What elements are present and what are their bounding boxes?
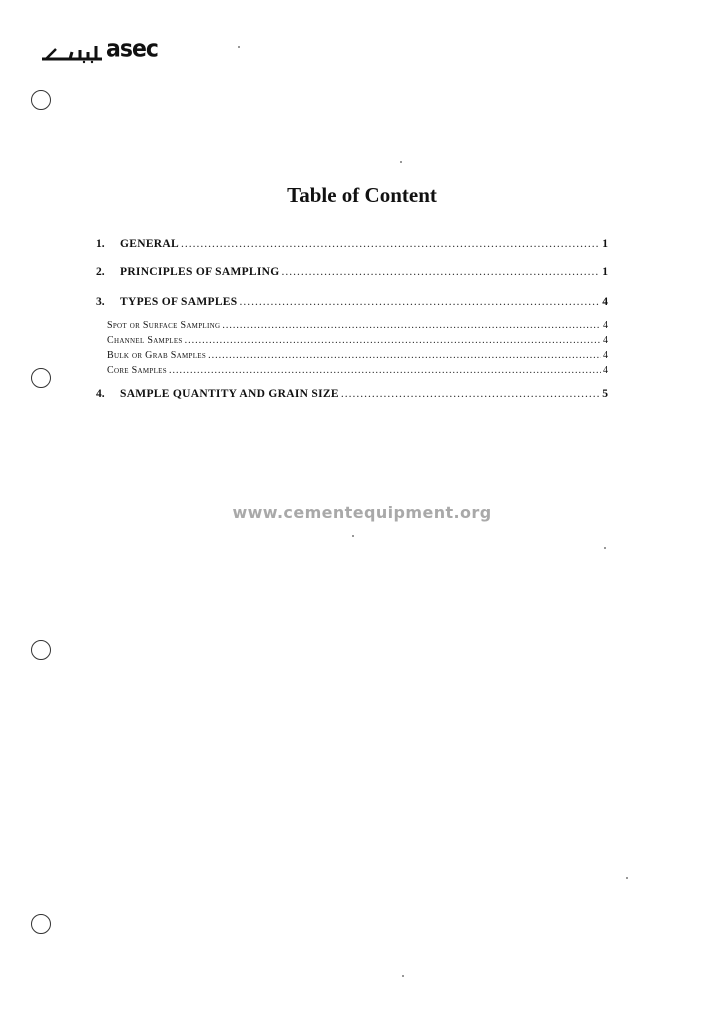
toc-subentry-spot-sampling[interactable] (107, 320, 608, 331)
toc-subentry-label: Channel Samples (107, 335, 183, 346)
dot-leader (185, 335, 601, 346)
toc-entry-number: 1. (96, 238, 105, 250)
toc-entry-number: 2. (96, 266, 105, 278)
dot-leader (282, 266, 601, 278)
binder-hole (31, 914, 51, 934)
toc-entry-page: 4 (602, 296, 608, 308)
scan-speck (626, 877, 628, 879)
toc-subentry-label: Core Samples (107, 365, 167, 376)
toc-entry-page: 1 (602, 238, 608, 250)
binder-hole (31, 640, 51, 660)
toc-entry-label: SAMPLE QUANTITY AND GRAIN SIZE (120, 388, 339, 400)
scan-speck (604, 547, 606, 549)
scan-speck (238, 46, 240, 48)
dot-leader (341, 388, 600, 400)
toc-entry-principles-of-sampling[interactable] (96, 266, 608, 278)
toc-subentry-page: 4 (603, 365, 608, 376)
toc-entry-number: 3. (96, 296, 105, 308)
toc-entry-label: TYPES OF SAMPLES (120, 296, 238, 308)
toc-subentry-channel-samples[interactable] (107, 335, 608, 346)
scan-speck (400, 161, 402, 163)
toc-entry-sample-quantity[interactable] (96, 388, 608, 400)
page-title: Table of Content (287, 183, 437, 207)
dot-leader (181, 238, 600, 250)
scan-speck (352, 535, 354, 537)
dot-leader (169, 365, 601, 376)
logo-brand-text: asec (106, 35, 158, 64)
toc-subentry-page: 4 (603, 350, 608, 361)
toc-entry-page: 1 (602, 266, 608, 278)
dot-leader (239, 296, 600, 308)
scan-speck (402, 975, 404, 977)
toc-subentry-page: 4 (603, 335, 608, 346)
toc-entry-label: GENERAL (120, 238, 179, 250)
company-logo (40, 35, 160, 64)
toc-subentry-label: Bulk or Grab Samples (107, 350, 207, 361)
toc-entry-types-of-samples[interactable] (96, 296, 608, 308)
binder-hole (31, 90, 51, 110)
toc-subentry-label: Spot or Surface Sampling (107, 320, 221, 331)
toc-entry-general[interactable] (96, 238, 608, 250)
toc-entry-number: 4. (96, 388, 105, 400)
toc-subentry-page: 4 (603, 320, 608, 331)
dot-leader (208, 350, 601, 361)
watermark-text: www.cementequipment.org (232, 503, 492, 522)
toc-entry-label: PRINCIPLES OF SAMPLING (120, 266, 280, 278)
toc-subentry-bulk-samples[interactable] (107, 350, 608, 361)
toc-subentry-core-samples[interactable] (107, 365, 608, 376)
dot-leader (222, 320, 601, 331)
toc-entry-page: 5 (602, 388, 608, 400)
binder-hole (31, 368, 51, 388)
